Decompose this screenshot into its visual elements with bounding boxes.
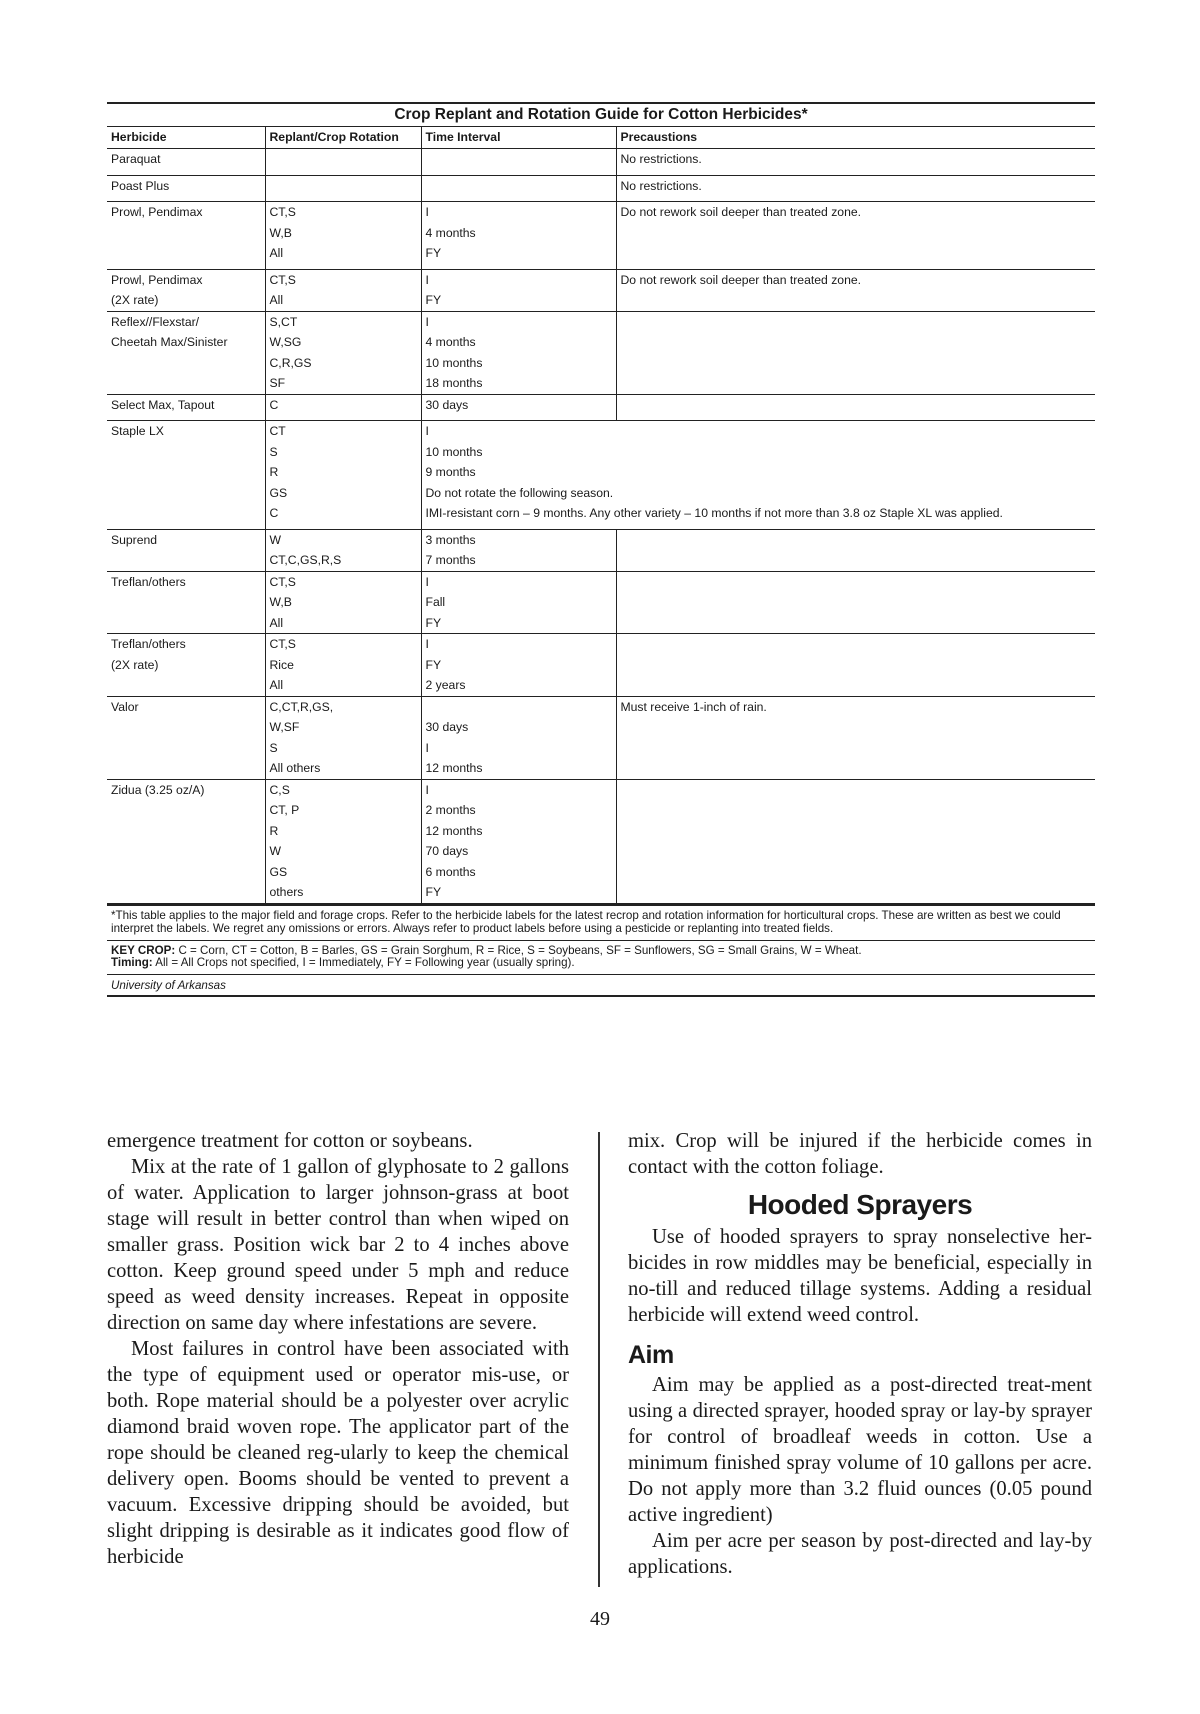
- table-header-row: [107, 127, 1095, 149]
- interval-line: 7 months: [425, 553, 476, 567]
- precautions-line: [621, 223, 1092, 244]
- table-row: [107, 529, 1095, 571]
- rotation-line: R: [269, 465, 279, 479]
- cell-rotation: [265, 175, 421, 202]
- precautions-line: [621, 862, 1092, 883]
- right-paragraph-4: Aim per acre per season by post-directed and lay-by applications.: [628, 1530, 1092, 1578]
- rotation-line: others: [269, 885, 304, 899]
- cell-rotation: [265, 394, 421, 421]
- rotation-line: C,S: [269, 782, 290, 797]
- rotation-line: W,SF: [269, 720, 300, 734]
- cell-precautions: [616, 175, 1095, 202]
- rotation-line: CT,S: [269, 205, 296, 219]
- herbicide-line: [111, 758, 261, 779]
- interval-line: 12 months: [425, 761, 483, 775]
- interval-line: [426, 176, 612, 197]
- cell-rotation: [265, 634, 421, 697]
- precautions-line: [621, 332, 1092, 353]
- cell-precautions: [616, 779, 1095, 903]
- header-rotation: Replant/Crop Rotation: [265, 127, 421, 149]
- rotation-line: C,R,GS: [269, 355, 312, 370]
- rotation-line: W: [269, 532, 282, 547]
- herbicide-line: [111, 353, 261, 374]
- herbicide-line: [111, 882, 261, 903]
- interval-line: I: [425, 574, 429, 589]
- rotation-line: All: [269, 293, 284, 307]
- herbicide-line: [111, 613, 261, 634]
- cell-interval: [421, 175, 616, 202]
- table-row-group: [107, 529, 1095, 571]
- herbicide-line: Suprend: [111, 532, 158, 547]
- interval-line: 18 months: [425, 376, 483, 390]
- herbicide-line: [111, 738, 261, 759]
- herbicide-line: [111, 223, 261, 244]
- rotation-line: [270, 149, 417, 170]
- precautions-line: [621, 290, 1092, 311]
- table-row: [107, 571, 1095, 634]
- table-row: [107, 311, 1095, 394]
- rotation-line: All others: [269, 761, 321, 775]
- herbicide-line: Treflan/others: [111, 574, 186, 589]
- header-precautions: Precaustions: [616, 127, 1095, 149]
- table-row-group: [107, 571, 1095, 634]
- table-row: [107, 394, 1095, 421]
- herbicide-line: [111, 800, 261, 821]
- interval-line: I: [425, 424, 429, 438]
- precautions-line: [620, 483, 1091, 504]
- cell-herbicide: [107, 269, 265, 311]
- rotation-line: All: [269, 678, 284, 692]
- rotation-line: C,CT,R,GS,: [269, 699, 334, 714]
- precautions-line: [620, 442, 1091, 463]
- rotation-line: R: [269, 823, 279, 838]
- rotation-line: [270, 176, 417, 197]
- herbicide-line: [111, 243, 261, 264]
- interval-line: I: [425, 272, 429, 287]
- cell-interval: [421, 202, 616, 270]
- interval-line: 2 years: [425, 678, 466, 692]
- precautions-line: Must receive 1-inch of rain.: [620, 699, 767, 714]
- cell-precautions: [616, 696, 1095, 779]
- precautions-line: [621, 758, 1092, 779]
- cell-interval: [421, 311, 616, 394]
- left-paragraph-1: emergence treatment for cotton or soybeans.: [107, 1130, 473, 1152]
- interval-line: 70 days: [425, 844, 469, 858]
- interval-line: FY: [425, 246, 442, 260]
- cell-precautions: [616, 202, 1095, 270]
- right-paragraph-1: mix. Crop will be injured if the herbicide comes in contact with the cotton foliage.: [628, 1130, 1092, 1178]
- cell-rotation: [265, 696, 421, 779]
- precautions-line: [621, 395, 1092, 421]
- interval-line: I: [425, 740, 429, 755]
- table-row: [107, 421, 1095, 530]
- table-row-group: [107, 311, 1095, 394]
- rotation-line: W,SG: [269, 335, 302, 349]
- herbicide-line: [111, 862, 261, 883]
- table-row-group: [107, 175, 1095, 202]
- interval-line: 3 months: [425, 532, 476, 547]
- table-row-group: [107, 149, 1095, 176]
- herbicide-line: [111, 675, 261, 696]
- cell-rotation: [265, 529, 421, 571]
- page-number: 49: [590, 1608, 610, 1630]
- cell-interval: [421, 529, 616, 571]
- cell-interval: [421, 149, 616, 176]
- precautions-line: [620, 421, 1091, 442]
- table-row-group: [107, 779, 1095, 903]
- cell-herbicide: [107, 394, 265, 421]
- key-crop-label: KEY CROP:: [111, 943, 176, 957]
- table-row: [107, 696, 1095, 779]
- precautions-line: Do not rework soil deeper than treated zone.: [620, 272, 862, 287]
- table-row: [107, 202, 1095, 270]
- herbicide-rotation-table-block: [107, 102, 1095, 997]
- header-interval: Time Interval: [421, 127, 616, 149]
- precautions-line: [621, 800, 1092, 821]
- interval-line: FY: [425, 657, 442, 672]
- rotation-line: GS: [269, 864, 288, 879]
- cell-herbicide: [107, 421, 265, 530]
- interval-line: 9 months: [425, 465, 476, 479]
- table-key: [107, 940, 1095, 974]
- precautions-line: [621, 655, 1092, 676]
- rotation-line: All: [269, 615, 284, 630]
- interval-line: FY: [425, 293, 442, 307]
- precautions-line: [621, 572, 1092, 593]
- precautions-line: [621, 675, 1092, 696]
- precautions-line: [621, 882, 1092, 903]
- interval-line: 30 days: [425, 720, 469, 734]
- table-footnote: *This table applies to the major field and forage crops. Refer to the herbicide labels for the latest recrop and rotation information for horticultural crops. These are written as best we could interpret the labels. We regret any omissions or errors. Always refer to product labels before using a pesticide or replanting into treated fields.: [107, 904, 1095, 940]
- cell-precautions: [616, 571, 1095, 634]
- key-crop-text: C = Corn, CT = Cotton, B = Barles, GS = Grain Sorghum, R = Rice, S = Soybeans, SF = Sunflowers, SG = Small Grains, W = Wheat.: [175, 943, 862, 957]
- herbicide-line: Cheetah Max/Sinister: [111, 335, 228, 349]
- left-paragraph-2: Mix at the rate of 1 gallon of glyphosate to 2 gallons of water. Application to larger johnson-grass at boot stage will result in better control than when wiped on smaller grass. Position wick bar 2 to 4 inches above cotton. Keep ground speed under 5 mph and reduce speed as weed density increases. Repeat in opposite direction on same day where infestations are severe.: [107, 1156, 569, 1334]
- cell-herbicide: [107, 202, 265, 270]
- herbicide-line: [111, 373, 261, 394]
- rotation-line: W,B: [269, 225, 292, 240]
- cell-rotation: [265, 149, 421, 176]
- herbicide-line: [111, 503, 261, 524]
- rotation-line: CT,S: [269, 272, 296, 287]
- rotation-line: CT,C,GS,R,S: [269, 553, 342, 567]
- cell-interval: [421, 421, 1003, 530]
- left-text-column: [107, 1128, 569, 1570]
- rotation-line: W,B: [269, 595, 292, 609]
- cell-interval: [421, 571, 616, 634]
- interval-line: 4 months: [425, 225, 476, 240]
- cell-precautions: [616, 634, 1095, 697]
- timing-label: Timing:: [111, 956, 153, 969]
- precautions-line: [621, 841, 1092, 862]
- rotation-line: CT: [269, 424, 286, 438]
- table-row-group: [107, 394, 1095, 421]
- right-text-column: [628, 1128, 1092, 1580]
- precautions-line: [621, 530, 1092, 551]
- herbicide-line: (2X rate): [111, 657, 159, 672]
- cell-precautions: [616, 529, 1095, 571]
- rotation-line: S,CT: [269, 314, 298, 329]
- rotation-line: C: [269, 506, 279, 520]
- rotation-line: GS: [269, 485, 288, 500]
- herbicide-line: Treflan/others: [111, 637, 186, 651]
- table-row-group: [107, 269, 1095, 311]
- left-paragraph-3: Most failures in control have been associated with the type of equipment used or operator mis-use, or both. Rope material should be a polyester over acrylic diamond braid woven rope. The applicator part of the rope should be cleaned reg-ularly to keep the chemical delivery open. Booms should be vented to prevent a vacuum. Excessive dripping should be avoided, but slight dripping is desirable as it indicates good flow of herbicide: [107, 1338, 569, 1568]
- cell-herbicide: [107, 696, 265, 779]
- rotation-line: CT, P: [269, 803, 300, 817]
- cell-rotation: [265, 311, 421, 394]
- rotation-line: CT,S: [269, 637, 296, 651]
- table-row: [107, 779, 1095, 903]
- precautions-line: [621, 821, 1092, 842]
- precautions-line: [621, 780, 1092, 801]
- herbicide-line: Paraquat: [111, 152, 161, 166]
- herbicide-line: Select Max, Tapout: [111, 397, 215, 412]
- table-title: Crop Replant and Rotation Guide for Cotton Herbicides*: [107, 102, 1095, 126]
- herbicide-line: (2X rate): [111, 293, 159, 307]
- cell-rotation: [265, 571, 421, 634]
- interval-line: Fall: [425, 595, 446, 609]
- interval-line: I: [425, 314, 429, 329]
- table-row: [107, 269, 1095, 311]
- precautions-line: [620, 462, 1091, 483]
- right-paragraph-3: Aim may be applied as a post-directed treat-ment using a directed sprayer, hooded spray or lay-by sprayer for control of broadleaf weeds in cotton. Use a minimum finished spray volume of 10 gallons per acre. Do not apply more than 3.2 fluid ounces (0.05 pound active ingredient): [628, 1374, 1092, 1526]
- interval-line: FY: [425, 885, 442, 899]
- herbicide-line: Prowl, Pendimax: [111, 205, 203, 219]
- hooded-sprayers-heading: Hooded Sprayers: [747, 1189, 973, 1220]
- herbicide-line: [111, 442, 261, 463]
- cell-herbicide: [107, 175, 265, 202]
- interval-line: 10 months: [425, 355, 483, 370]
- timing-text: All = All Crops not specified, I = Immediately, FY = Following year (usually spring).: [152, 956, 575, 969]
- table-row: [107, 634, 1095, 697]
- precautions-line: [621, 592, 1092, 613]
- herbicide-line: Prowl, Pendimax: [111, 272, 203, 287]
- precautions-line: [621, 243, 1092, 269]
- interval-line: 2 months: [425, 803, 476, 817]
- interval-line: I: [425, 637, 429, 651]
- precautions-line: [621, 373, 1092, 394]
- herbicide-line: [111, 841, 261, 862]
- cell-interval: [421, 696, 616, 779]
- table-row-group: [107, 421, 1095, 530]
- table-row: [107, 175, 1095, 202]
- herbicide-rotation-table: [107, 126, 1095, 904]
- cell-rotation: [265, 779, 421, 903]
- herbicide-line: [111, 592, 261, 613]
- herbicide-line: Poast Plus: [111, 178, 170, 193]
- cell-interval: [421, 269, 616, 311]
- table-row-group: [107, 634, 1095, 697]
- table-row-group: [107, 696, 1095, 779]
- precautions-line: [621, 613, 1092, 634]
- interval-line: IMI-resistant corn – 9 months. Any other variety – 10 months if not more than 3.8 oz Staple XL was applied.: [425, 506, 1003, 520]
- herbicide-line: [111, 483, 261, 504]
- rotation-line: W: [269, 844, 282, 858]
- rotation-line: Rice: [269, 657, 294, 672]
- cell-herbicide: [107, 571, 265, 634]
- interval-line: 12 months: [425, 823, 483, 838]
- interval-line: [426, 697, 612, 718]
- herbicide-line: [111, 462, 261, 483]
- precautions-line: [621, 717, 1092, 738]
- rotation-line: C: [269, 397, 279, 412]
- column-divider: [598, 1132, 600, 1587]
- precautions-line: Do not rework soil deeper than treated zone.: [620, 205, 862, 219]
- cell-herbicide: [107, 779, 265, 903]
- aim-heading: Aim: [628, 1341, 674, 1369]
- precautions-line: [621, 634, 1092, 655]
- table-source: University of Arkansas: [107, 974, 1095, 997]
- interval-line: 30 days: [425, 397, 469, 412]
- precautions-line: [621, 353, 1092, 374]
- cell-herbicide: [107, 529, 265, 571]
- rotation-line: S: [269, 740, 278, 755]
- cell-rotation: [265, 202, 421, 270]
- herbicide-line: [111, 550, 261, 571]
- rotation-line: CT,S: [269, 574, 296, 589]
- table-row-group: [107, 202, 1095, 270]
- cell-rotation: [265, 421, 421, 530]
- cell-interval: [421, 634, 616, 697]
- interval-line: 4 months: [425, 335, 476, 349]
- interval-line: I: [425, 205, 429, 219]
- interval-line: 6 months: [425, 864, 476, 879]
- rotation-line: S: [269, 444, 278, 459]
- cell-precautions: [616, 311, 1095, 394]
- cell-interval: [421, 779, 616, 903]
- herbicide-line: Staple LX: [111, 424, 164, 438]
- interval-line: FY: [425, 615, 442, 630]
- herbicide-line: Reflex//Flexstar/: [111, 314, 200, 329]
- herbicide-line: [111, 717, 261, 738]
- cell-precautions: [616, 149, 1095, 176]
- interval-line: I: [425, 782, 429, 797]
- herbicide-line: Zidua (3.25 oz/A): [111, 782, 205, 797]
- table-row: [107, 149, 1095, 176]
- precautions-line: No restrictions.: [620, 152, 702, 166]
- interval-line: [426, 149, 612, 170]
- precautions-line: [621, 738, 1092, 759]
- cell-herbicide: [107, 149, 265, 176]
- cell-herbicide: [107, 634, 265, 697]
- cell-precautions: [616, 394, 1095, 421]
- rotation-line: All: [269, 246, 284, 260]
- header-herbicide: Herbicide: [107, 127, 265, 149]
- precautions-line: [621, 312, 1092, 333]
- interval-line: Do not rotate the following season.: [425, 485, 614, 500]
- cell-precautions: [616, 269, 1095, 311]
- rotation-line: SF: [269, 376, 286, 390]
- cell-herbicide: [107, 311, 265, 394]
- precautions-line: No restrictions.: [620, 178, 702, 193]
- herbicide-line: [111, 821, 261, 842]
- precautions-line: [621, 550, 1092, 571]
- right-paragraph-2: Use of hooded sprayers to spray nonselective her-bicides in row middles may be beneficial, especially in no-till and reduced tillage systems. Adding a residual herbicide will extend weed control.: [628, 1226, 1092, 1326]
- interval-line: 10 months: [425, 444, 483, 459]
- cell-rotation: [265, 269, 421, 311]
- herbicide-line: Valor: [111, 699, 139, 714]
- cell-interval: [421, 394, 616, 421]
